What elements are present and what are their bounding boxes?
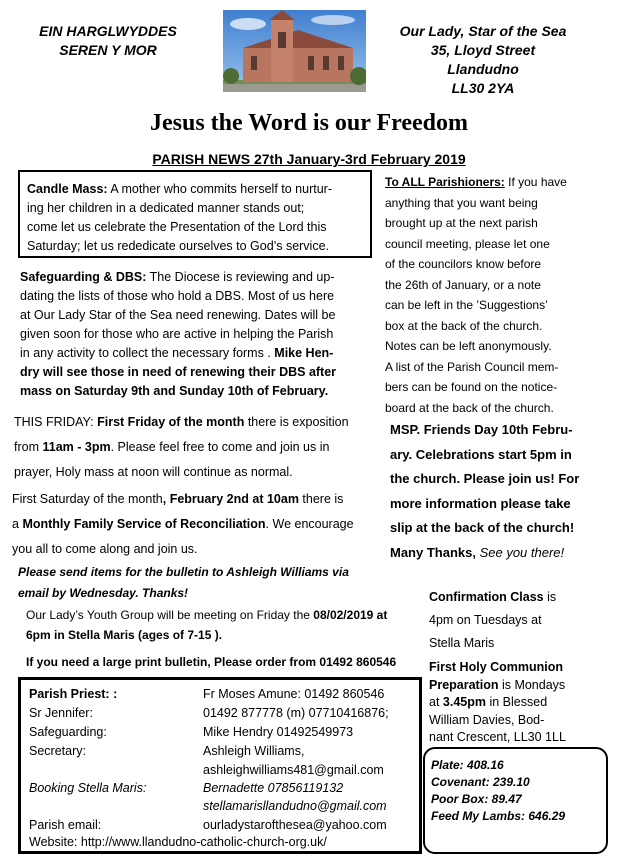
parish-email[interactable]: ourladystarofthesea@yahoo.com (203, 818, 387, 832)
candle-mass-heading: Candle Mass: (27, 182, 108, 196)
safeguarding-heading: Safeguarding & DBS: (20, 270, 147, 284)
large-print-note: If you need a large print bulletin, Please order from 01492 860546 (26, 655, 397, 669)
address-town: Llandudno (447, 61, 519, 77)
feed-my-lambs-amount: Feed My Lambs: 646.29 (431, 809, 566, 823)
safeguarding-section (20, 268, 380, 401)
communion-text: at (429, 695, 443, 709)
communion-text: William Davies, Bod- (429, 712, 545, 727)
welsh-name-line1: EIN HARGLWYDDES (39, 23, 177, 39)
youth-time: 6pm in Stella Maris (ages of 7-15 ). (26, 628, 223, 642)
candle-text: A mother who commits herself to nurtur- (107, 182, 332, 196)
plate-amount: Plate: 408.16 (431, 758, 504, 772)
parish-email-label: Parish email: (29, 818, 102, 832)
first-friday-section (14, 410, 384, 485)
friday-lead: THIS FRIDAY: (14, 415, 98, 429)
candle-text: Saturday; let us rededicate ourselves to God’s service. (27, 239, 330, 253)
communion-heading: Preparation (429, 677, 499, 692)
msp-text: slip at the back of the church! (390, 520, 575, 535)
priest-label (29, 687, 117, 701)
secretary-label: Secretary: (29, 744, 86, 758)
communion-text: nant Crescent, LL30 1LL (429, 730, 566, 744)
parishioners-text: Notes can be left anonymously. (385, 339, 552, 353)
parishioners-text: the 26th of January, or a note (385, 277, 541, 292)
youth-date: 08/02/2019 at (313, 608, 388, 622)
msp-text: MSP. Friends Day 10th Febru- (390, 422, 573, 437)
first-communion (429, 659, 614, 747)
msp-text: the church. Please join us! For (390, 471, 580, 486)
saturday-text: . We encourage (265, 517, 354, 531)
confirmation-text: is (543, 590, 557, 604)
first-saturday-section (12, 487, 384, 562)
safeguarding-label: Safeguarding: (29, 725, 107, 739)
parishioners-text: If you have (504, 175, 567, 189)
parishioners-text: can be left in the ’Suggestions’ (385, 298, 548, 312)
parishioners-text: brought up at the next parish (385, 216, 538, 230)
communion-text: in Blessed (486, 695, 548, 709)
booking-email[interactable]: stellamarisllandudno@gmail.com (203, 799, 387, 813)
msp-text: ary. Celebrations start 5pm in (390, 446, 572, 462)
safeguarding-bold: Mike Hen- (274, 346, 334, 360)
communion-text: is Mondays (498, 677, 566, 692)
priest-value: Fr Moses Amune: 01492 860546 (203, 687, 385, 701)
candle-mass-box (18, 170, 372, 258)
youth-text: Our Lady’s Youth Group will be meeting on Friday the (26, 608, 314, 622)
friday-text: prayer, Holy mass at noon will continue as normal. (14, 465, 293, 479)
booking-label: Booking Stella Maris: (29, 781, 147, 795)
safeguarding-bold: mass on Saturday 9th and Sunday 10th of February. (20, 384, 329, 398)
safeguarding-text: dating the lists of those who hold a DBS. Most of us here (20, 289, 335, 303)
header-right (392, 22, 574, 98)
secretary-email[interactable]: ashleighwilliams481@gmail.com (203, 763, 384, 777)
msp-text: more information please take (390, 495, 571, 511)
parishioners-text: board at the back of the church. (385, 400, 554, 415)
confirmation-text: 4pm on Tuesdays at (429, 613, 542, 627)
sr-value: 01492 877778 (m) 07710416876; (203, 706, 389, 720)
church-image (223, 10, 366, 92)
candle-text: come let us celebrate the Presentation of the Lord this (27, 220, 327, 234)
parishioners-text: bers can be found on the notice- (385, 380, 558, 394)
parish-news-date: PARISH NEWS 27th January-3rd February 2019 (152, 151, 466, 167)
bulletin-text: Please send items for the bulletin to Ashleigh Williams via (18, 565, 349, 579)
booking-contact: Bernadette 07856119132 (203, 781, 344, 795)
address-street: 35, Lloyd Street (430, 42, 536, 58)
saturday-text: a (12, 517, 23, 531)
safeguarding-text: at Our Lady Star of the Sea need renewing. Dates will be (20, 308, 336, 322)
friday-text: . Please feel free to come and join us in (110, 440, 330, 454)
safeguarding-text: The Diocese is reviewing and up- (146, 270, 335, 284)
friday-time: 11am - 3pm (42, 440, 111, 454)
parishioners-text: of the councilors know before (385, 257, 542, 271)
parish-contacts-box (18, 677, 422, 854)
youth-group-section (26, 605, 396, 645)
covenant-amount: Covenant: 239.10 (431, 775, 530, 789)
confirmation-heading: Confirmation Class (429, 590, 544, 604)
msp-friends-day (390, 418, 616, 565)
collections-box (423, 747, 608, 854)
bulletin-note (18, 562, 388, 604)
safeguarding-text: given soon for those who are active in helping the Parish (20, 327, 334, 341)
website-link[interactable]: Website: http://www.llandudno-catholic-church-org.uk/ (29, 835, 327, 849)
saturday-text: there is (298, 492, 344, 506)
address-postcode: LL30 2YA (451, 80, 515, 96)
parishioners-text: A list of the Parish Council mem- (385, 359, 559, 374)
reconciliation-service: Monthly Family Service of Reconciliation (22, 517, 266, 531)
friday-text: there is exposition (244, 415, 349, 429)
parishioners-text: anything that you want being (385, 195, 538, 210)
bulletin-text: email by Wednesday. Thanks! (18, 586, 189, 600)
communion-heading: First Holy Communion (429, 660, 564, 674)
friday-bold: First Friday of the month (97, 415, 245, 429)
parishioners-text: council meeting, please let one (385, 236, 550, 251)
header-left (18, 22, 198, 60)
parishioners-text: box at the back of the church. (385, 318, 543, 333)
sr-label: Sr Jennifer: (29, 706, 93, 720)
friday-text: from (14, 440, 43, 454)
confirmation-text: Stella Maris (429, 636, 495, 650)
saturday-text: First Saturday of the month (12, 492, 163, 506)
poor-box-amount: Poor Box: 89.47 (431, 792, 522, 806)
parishioners-heading: To ALL Parishioners: (385, 175, 505, 189)
communion-time: 3.45pm (442, 695, 486, 709)
saturday-date: , February 2nd at 10am (162, 492, 299, 506)
confirmation-class (429, 586, 609, 655)
saturday-text: you all to come along and join us. (12, 542, 198, 556)
secretary-name: Ashleigh Williams, (203, 744, 305, 758)
candle-text: ing her children in a dedicated manner stands out; (27, 201, 305, 215)
msp-see-you: See you there! (479, 544, 565, 560)
page-title: Jesus the Word is our Freedom (149, 110, 468, 136)
safeguarding-bold: dry will see those in need of renewing their DBS after (20, 365, 337, 379)
parishioners-section (385, 172, 613, 418)
welsh-name-line2: SEREN Y MOR (59, 42, 157, 58)
priest-label-text: Parish Priest: : (29, 687, 118, 701)
safeguarding-text: in any activity to collect the necessary forms . (20, 346, 275, 360)
church-name: Our Lady, Star of the Sea (399, 23, 567, 39)
safeguarding-value: Mike Hendry 01492549973 (203, 725, 354, 739)
msp-text: Many Thanks, (390, 544, 480, 560)
